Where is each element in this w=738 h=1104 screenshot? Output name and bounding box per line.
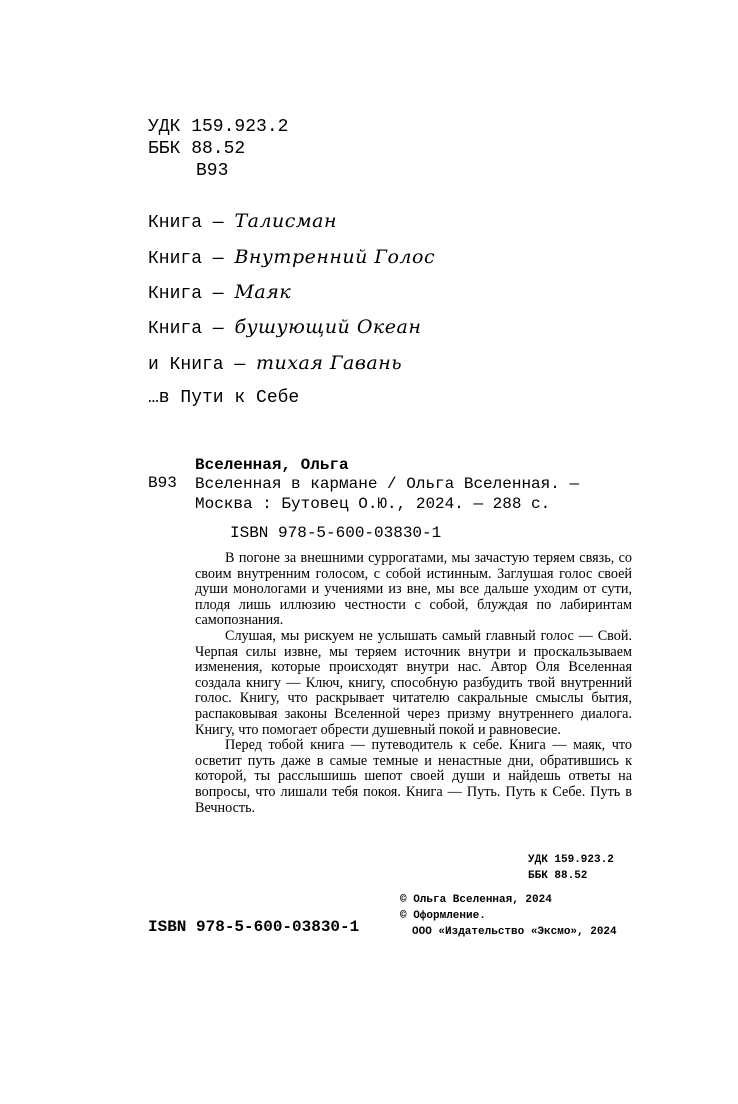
bib-title-line: Вселенная в кармане / Ольга Вселенная. — (195, 475, 580, 493)
copyright-design: © Оформление. (400, 910, 486, 922)
udk-code: УДК 159.923.2 (148, 117, 289, 137)
book-prefix: Книга — (148, 284, 224, 304)
copyright-author: © Ольга Вселенная, 2024 (400, 894, 552, 906)
book-title: Талисман (234, 210, 338, 232)
bbk-code: ББК 88.52 (148, 139, 246, 159)
book-line (148, 210, 337, 233)
bibliographic-record (195, 474, 579, 514)
footer-codes (528, 852, 614, 884)
tagline: …в Пути к Себе (148, 388, 300, 408)
annotation-paragraph: Слушая, мы рискуем не услышать самый главный голос — Свой. Черпая силы извне, мы теряем источник внутри и проскальзываем изменения, которые происходят внутри нас. Автор Оля Вселенная создала книгу — Ключ, книгу, способную разбудить твой внутренний голос. Книгу, что раскрывает читателю сакральные смыслы бытия, распаковывая законы Вселенной через призму внутреннего диалога. Книгу, что помогает обрести душевный покой и равновесие. (195, 627, 632, 738)
footer-bbk: ББК 88.52 (528, 870, 588, 882)
annotation (195, 551, 632, 816)
book-title: тихая Гавань (256, 352, 403, 374)
book-title: Внутренний Голос (234, 246, 436, 268)
author-heading: Вселенная, Ольга (195, 456, 349, 474)
book-line (148, 246, 435, 269)
copyright-publisher: ООО «Издательство «Эксмо», 2024 (412, 926, 617, 938)
copyright-block (400, 892, 617, 940)
author-mark: В93 (196, 161, 229, 181)
bib-author-mark: В93 (148, 474, 177, 492)
book-line (148, 352, 402, 375)
book-prefix: Книга — (148, 213, 224, 233)
isbn-footer: ISBN 978-5-600-03830-1 (148, 918, 360, 936)
book-title: Маяк (234, 281, 292, 303)
book-prefix: и Книга — (148, 355, 246, 375)
book-line (148, 316, 421, 339)
book-prefix: Книга — (148, 249, 224, 269)
annotation-paragraph: В погоне за внешними суррогатами, мы зачастую теряем связь, со своим внутренним голосом, с собой истинным. Заглушая голос своей души монологами и учениями из вне, мы все дальше уходим от сути, плодя лишь иллюзию честности с собой, блуждая по лабиринтам самопознания. (195, 550, 632, 629)
book-prefix: Книга — (148, 319, 224, 339)
classification-codes (148, 116, 288, 182)
annotation-paragraph: Перед тобой книга — путеводитель к себе. Книга — маяк, что осветит путь даже в самые темные и ненастные дни, обратившись к которой, ты расслышишь шепот своей души и найдешь ответы на вопросы, что лишали тебя покоя. Книга — Путь. Путь к Себе. Путь в Вечность. (195, 737, 632, 816)
book-title: бушующий Океан (234, 316, 422, 338)
bib-imprint-line: Москва : Бутовец О.Ю., 2024. — 288 с. (195, 495, 551, 513)
book-line (148, 281, 291, 304)
isbn: ISBN 978-5-600-03830-1 (230, 524, 442, 542)
footer-udk: УДК 159.923.2 (528, 854, 614, 866)
